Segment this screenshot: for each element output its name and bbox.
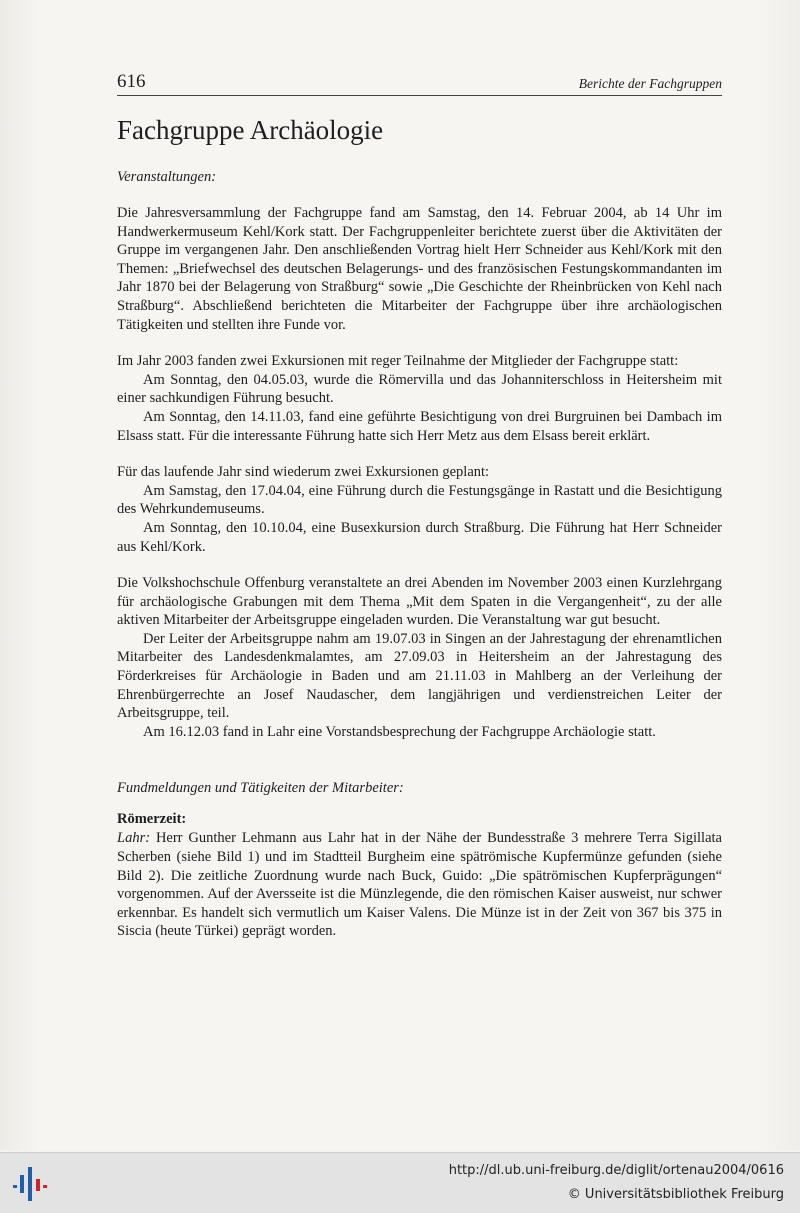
paragraph-planned-excursions: Für das laufende Jahr sind wiederum zwei Exkursionen geplant: xyxy=(117,464,490,481)
paragraph-excursion-strasbourg: Am Sonntag, den 10.10.04, eine Busexkursion durch Straßburg. Die Führung hat Herr Schneider aus Kehl/Kork. xyxy=(117,519,722,555)
lahr-finds-text: Herr Gunther Lehmann aus Lahr hat in der Nähe der Bundesstraße 3 mehrere Terra Sigillata Scherben (siehe Bild 1) und im Stadtteil Burgheim eine spätrömische Kupfermünze gefunden (siehe Bild 2). Die zeitliche Zuordnung wurde nach Buck, Guido: „Die spätrömischen Kupferprägungen“ vorgenommen. Auf der Aversseite ist die Münzlegende, die den römischen Kaiser ausweist, nur schwer erkennbar. Es handelt sich vermutlich um Kaiser Valens. Die Münze ist in der Zeit von 367 bis 375 in Siscia (heute Türkei) geprägt worden. xyxy=(117,830,722,940)
place-label-lahr: Lahr: xyxy=(117,830,151,847)
section-heading-events: Veranstaltungen: xyxy=(117,169,217,185)
footer-bar xyxy=(0,1152,800,1213)
paragraph-lahr-finds xyxy=(117,829,722,941)
paragraph-leader-meetings: Der Leiter der Arbeitsgruppe nahm am 19.07.03 in Singen an der Jahrestagung der ehrenamtlichen Mitarbeiter des Landesdenkmalamtes, am 27.09.03 in Heitersheim an der Jahrestagung des Förderkreises für Archäologie in Baden und am 21.11.03 in Mahlberg an der Verleihung der Ehrenbürgerrechte an Josef Naudascher, dem langjährigen und verdienstreichen Leiter der Arbeitsgruppe, teil. xyxy=(117,630,722,722)
section-heading-finds: Fundmeldungen und Tätigkeiten der Mitarbeiter: xyxy=(117,780,404,797)
paragraph-board-meeting: Am 16.12.03 fand in Lahr eine Vorstandsbesprechung der Fachgruppe Archäologie statt. xyxy=(143,723,656,740)
paragraph-annual-meeting: Die Jahresversammlung der Fachgruppe fand am Samstag, den 14. Februar 2004, ab 14 Uhr im Handwerkermuseum Kehl/Kork statt. Der Fachgruppenleiter berichtete zuerst über die Aktivitäten der Gruppe im vergangenen Jahr. Den anschließenden Vortrag hielt Herr Schneider aus Kehl/Kork mit den Themen: „Briefwechsel des deutschen Belagerungs- und des französischen Festungskommandanten im Jahr 1870 bei der Belagerung von Straßburg“ sowie „Die Geschichte der Rheinbrücken von Kehl nach Straßburg“. Abschließend berichteten die Mitarbeiter der Fachgruppe über ihre archäologischen Tätigkeiten und stellten ihre Funde vor. xyxy=(117,205,722,333)
paragraph-excursion-castle-ruins: Am Sonntag, den 14.11.03, fand eine geführte Besichtigung von drei Burgruinen bei Dambach im Elsass statt. Für die interessante Führung hatte sich Herr Metz aus dem Elsass bereit erklärt. xyxy=(117,408,722,444)
page-title: Fachgruppe Archäologie xyxy=(117,115,384,145)
permalink-url[interactable]: http://dl.ub.uni-freiburg.de/diglit/ortenau2004/0616 xyxy=(448,1163,784,1178)
document-page xyxy=(117,66,722,941)
paragraph-excursion-rastatt: Am Samstag, den 17.04.04, eine Führung durch die Festungsgänge in Rastatt und die Besichtigung des Wehrkundemuseums. xyxy=(117,482,722,518)
running-head: Berichte der Fachgruppen xyxy=(578,76,722,91)
subheading-roman-era: Römerzeit: xyxy=(117,811,187,828)
paragraph-excursion-roman-villa: Am Sonntag, den 04.05.03, wurde die Römervilla und das Johanniterschloss in Heitersheim mit einer sachkundigen Führung besucht. xyxy=(117,371,722,407)
page-header xyxy=(117,66,722,96)
page-number: 616 xyxy=(117,71,146,92)
paragraph-excursions-2003: Im Jahr 2003 fanden zwei Exkursionen mit reger Teilnahme der Mitglieder der Fachgruppe statt: xyxy=(117,353,679,370)
copyright-notice: © Universitätsbibliothek Freiburg xyxy=(567,1187,784,1202)
paragraph-adult-education-course: Die Volkshochschule Offenburg veranstaltete an drei Abenden im November 2003 einen Kurzlehrgang für archäologische Grabungen mit dem Thema „Mit dem Spaten in die Vergangenheit“, zu der alle aktiven Mitarbeiter der Arbeitsgruppe eingeladen wurden. Die Veranstaltung war gut besucht. xyxy=(117,575,722,629)
ub-freiburg-logo-icon xyxy=(10,1165,50,1203)
